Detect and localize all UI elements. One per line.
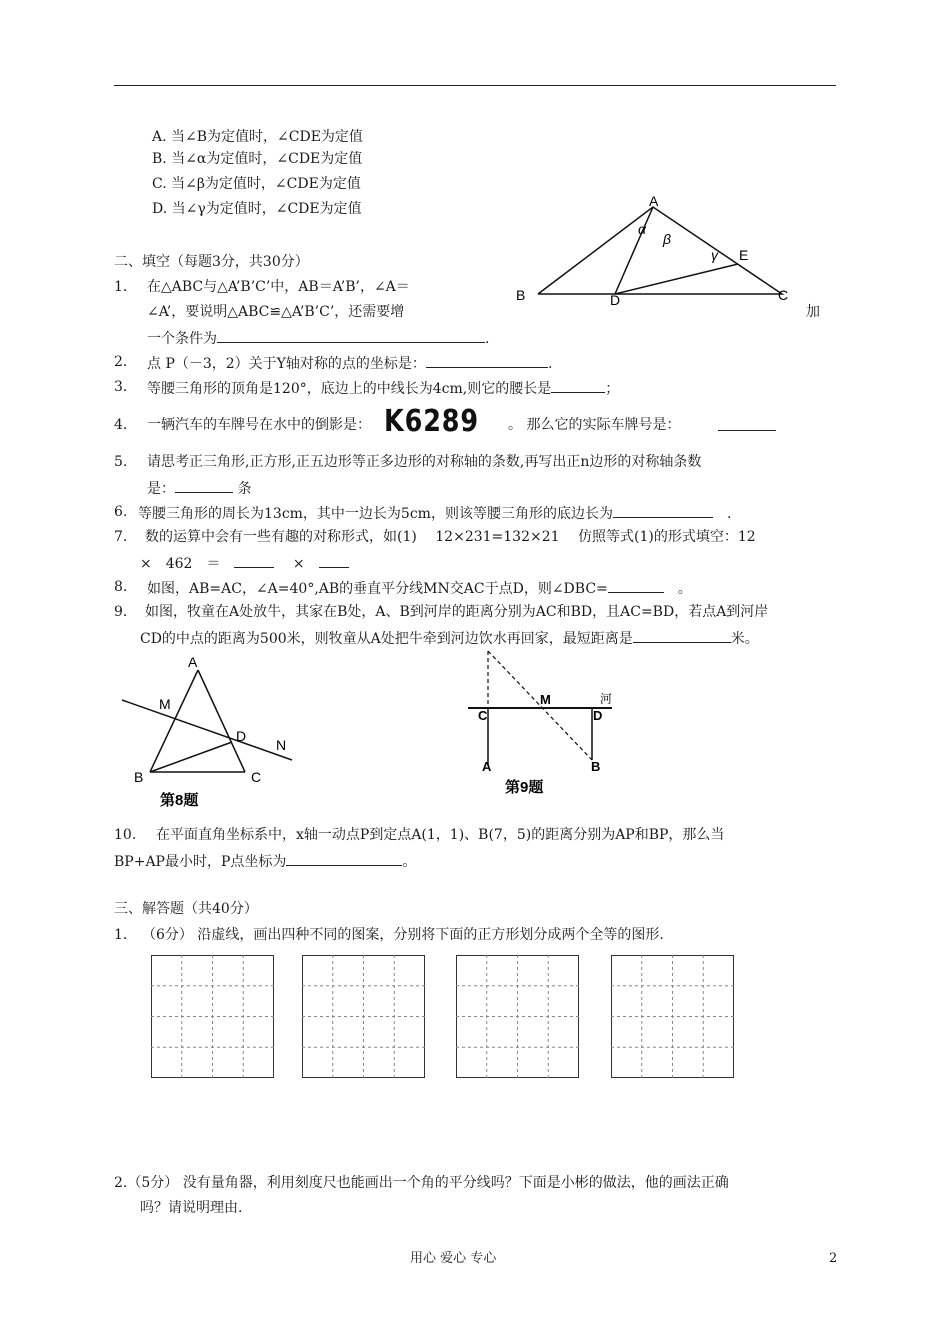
q7-blank-2[interactable] <box>319 553 349 568</box>
q2-text: 点 P（－3，2）关于Y轴对称的点的坐标是： <box>147 356 426 372</box>
q2-end: . <box>547 356 553 372</box>
q3-text: 等腰三角形的顶角是120°，底边上的中线长为4cm,则它的腰长是 <box>147 381 552 397</box>
fig8-label-c: C <box>251 769 262 785</box>
label-gamma: γ <box>711 247 718 263</box>
fig9-caption: 第9题 <box>505 779 544 796</box>
q4-number: 4． <box>114 417 137 433</box>
triangle-figure <box>510 190 810 310</box>
q2-number: 2． <box>114 354 137 370</box>
fig8-label-a: A <box>188 654 198 670</box>
q10-answer-blank[interactable] <box>286 851 402 866</box>
q1-prompt: 一个条件为 <box>147 331 217 347</box>
fig9-label-d: D <box>593 708 603 723</box>
figure-9 <box>460 645 630 805</box>
q6-end: . <box>726 506 732 522</box>
s3-q1-text: （6分） 沿虚线，画出四种不同的图案，分别将下面的正方形划分成两个全等的图形. <box>142 927 664 943</box>
q5-answer-blank[interactable] <box>175 478 233 493</box>
q3-end: ； <box>605 381 620 397</box>
q10-number: 10. <box>114 827 137 843</box>
s3-q1-number: 1． <box>114 927 137 943</box>
q7-line1: 数的运算中会有一些有趣的对称形式，如(1) 12×231=132×21 仿照等式(1)的形式填空：12 <box>145 529 756 545</box>
q8-line <box>147 578 692 598</box>
grid-square-4[interactable] <box>611 955 734 1078</box>
q9-text: CD的中点的距离为500米，则牧童从A处把牛牵到河边饮水再回家，最短距离是 <box>140 631 633 647</box>
q10-end: 。 <box>402 854 417 870</box>
page-number: 2 <box>829 1251 838 1266</box>
section3-title: 三、解答题（共40分） <box>114 901 258 917</box>
label-d: D <box>610 292 621 308</box>
s3-q2-line2: 吗？请说明理由. <box>140 1200 243 1216</box>
q4-text: 一辆汽车的车牌号在水中的倒影是： <box>147 417 371 433</box>
fig8-label-b: B <box>134 769 144 785</box>
footer-slogan: 用心 爱心 专心 <box>410 1251 497 1266</box>
q1-tail: 加 <box>806 304 820 320</box>
q2-answer-blank[interactable] <box>426 353 548 368</box>
fig8-caption: 第8题 <box>160 792 199 809</box>
q3-number: 3． <box>114 379 137 395</box>
q4-plate-image <box>384 404 496 445</box>
label-alpha: α <box>638 221 646 237</box>
q8-text: 如图，AB=AC，∠A=40°,AB的垂直平分线MN交AC于点D，则∠DBC= <box>147 581 608 597</box>
q1-number: 1． <box>114 279 137 295</box>
section2-title: 二、填空（每题3分，共30分） <box>114 254 309 270</box>
q4-answer-blank[interactable] <box>718 416 776 436</box>
choice-a: A. 当∠B为定值时，∠CDE为定值 <box>152 129 363 145</box>
q8-answer-blank[interactable] <box>608 578 664 593</box>
fig8-label-d: D <box>236 728 247 744</box>
q7-left: × 462 ＝ <box>140 556 221 572</box>
q10-line1: 在平面直角坐标系中，x轴一动点P到定点A(1，1)、B(7，5)的距离分别为AP和BP，那么当 <box>156 827 725 843</box>
fig9-label-b: B <box>591 759 601 774</box>
choice-b: B. 当∠α为定值时，∠CDE为定值 <box>152 151 363 167</box>
label-b: B <box>516 287 526 303</box>
q5-unit: 条 <box>237 481 252 497</box>
q2-line <box>147 353 552 373</box>
choice-c: C. 当∠β为定值时，∠CDE为定值 <box>152 176 361 192</box>
q5-prefix: 是： <box>147 481 175 497</box>
s3-q2-line1: 2.（5分） 没有量角器，利用刻度尺也能画出一个角的平分线吗？下面是小彬的做法，他的画法正确 <box>114 1175 729 1191</box>
q6-number: 6. <box>114 504 128 520</box>
label-e: E <box>739 247 749 263</box>
choice-d: D. 当∠γ为定值时，∠CDE为定值 <box>152 201 362 217</box>
q7-times: × <box>292 556 305 572</box>
q8-number: 8． <box>114 579 137 595</box>
fig9-label-m: M <box>540 692 551 707</box>
q9-line1: 如图，牧童在A处放牛，其家在B处，A、B到河岸的距离分别为AC和BD，且AC=BD，若点A到河岸 <box>145 604 769 620</box>
q9-end: 米。 <box>730 631 759 647</box>
fig8-label-n: N <box>276 737 287 753</box>
q10-line2 <box>114 851 416 871</box>
q3-answer-blank[interactable] <box>551 378 605 393</box>
fig8-label-m: M <box>159 696 171 712</box>
q1-line3 <box>147 328 489 348</box>
q9-answer-blank[interactable] <box>633 628 731 643</box>
q10-text: BP+AP最小时，P点坐标为 <box>114 854 287 870</box>
figure-8 <box>110 650 310 815</box>
label-c: C <box>778 287 789 303</box>
label-beta: β <box>663 231 671 247</box>
q3-line <box>147 378 619 398</box>
label-a: A <box>649 193 659 209</box>
fig9-label-c: C <box>478 708 488 723</box>
q7-line2 <box>140 553 349 573</box>
q5-number: 5. <box>114 454 128 470</box>
q4-after: 。 那么它的实际车牌号是： <box>508 417 681 433</box>
grid-square-1[interactable] <box>151 955 274 1078</box>
q5-line2 <box>147 478 251 498</box>
q5-line1: 请思考正三角形,正方形,正五边形等正多边形的对称轴的条数,再写出正n边形的对称轴条数 <box>147 454 702 470</box>
grid-square-2[interactable] <box>302 955 425 1078</box>
q6-text: 等腰三角形的周长为13cm，其中一边长为5cm，则该等腰三角形的底边长为 <box>138 506 613 522</box>
grid-square-3[interactable] <box>456 955 579 1078</box>
q1-line1: 在△ABC与△A’B’C’中，AB＝A’B’，∠A＝ <box>147 279 410 295</box>
fig9-label-a: A <box>482 759 492 774</box>
q7-number: 7. <box>114 529 128 545</box>
q1-end: . <box>485 331 490 347</box>
q6-answer-blank[interactable] <box>613 503 713 518</box>
fig9-label-river: 河 <box>600 692 613 706</box>
q6-line <box>138 503 731 523</box>
q9-number: 9． <box>114 604 137 620</box>
header-rule <box>114 85 836 86</box>
q1-answer-blank[interactable] <box>217 328 485 343</box>
q7-blank-1[interactable] <box>234 553 274 568</box>
q9-line2 <box>140 628 759 648</box>
q1-line2: ∠A’，要说明△ABC≌△A’B’C’，还需要增 <box>147 304 405 320</box>
q4-plate-text: K6289 <box>384 404 479 439</box>
q8-end: 。 <box>677 581 692 597</box>
